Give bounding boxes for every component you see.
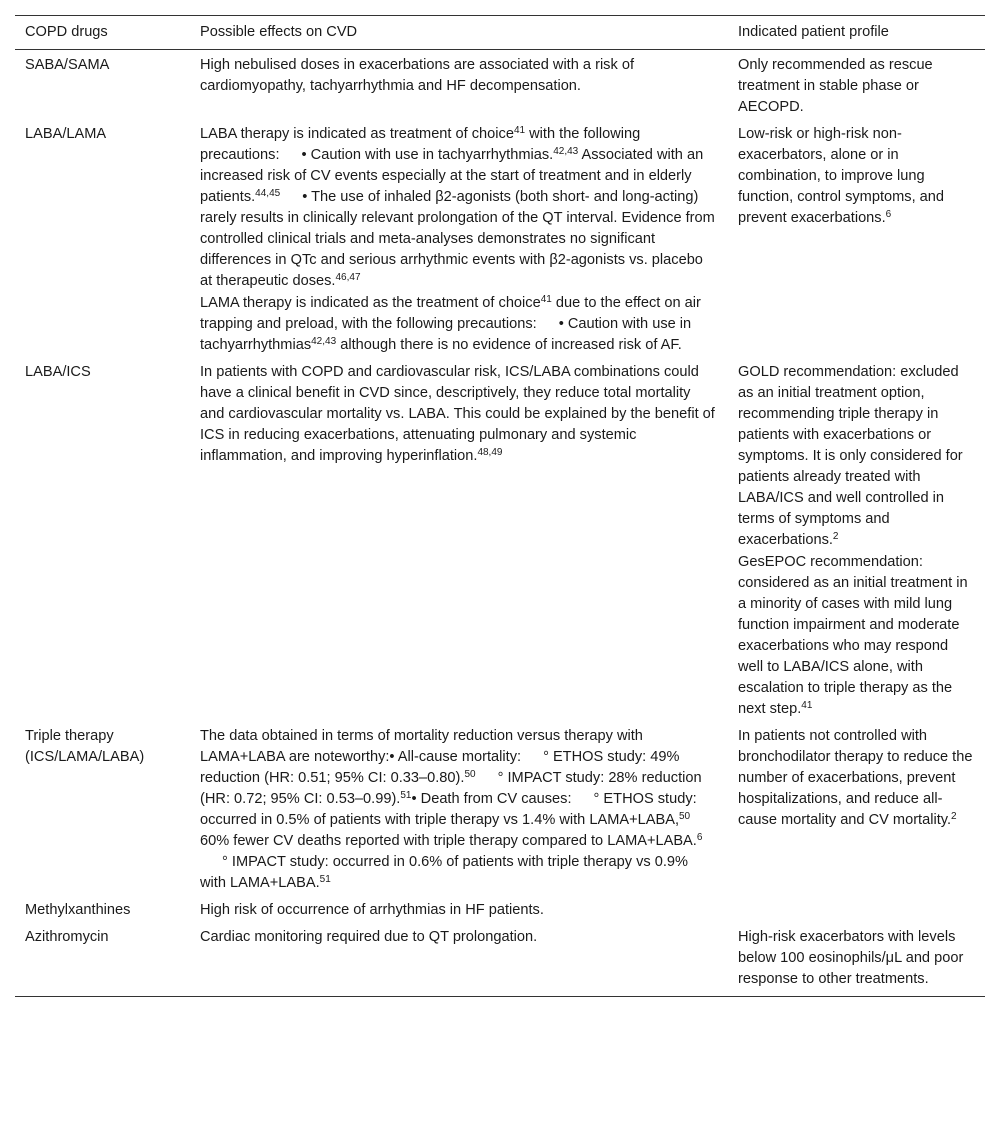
header-copd-drugs: COPD drugs	[15, 16, 190, 50]
cell-profile	[728, 359, 985, 723]
cell-paragraph: High-risk exacerbators with levels below 100 eosinophils/μL and poor response to other treatments.	[738, 929, 964, 987]
cell-profile	[728, 924, 985, 997]
cell-paragraph: The data obtained in terms of mortality reduction versus therapy with LAMA+LABA are noteworthy:• All-cause mortality: ° ETHOS study: 49% reduction (HR: 0.51; 95% CI: 0.33–0.80).$^{50}$ ° IMPACT study: 28% reduction (HR: 0.72; 95% CI: 0.53–0.99).$^{51}$• Death from CV causes: ° ETHOS study: occurred in 0.5% of patients with triple therapy vs 1.4% with LAMA+LABA,$^{50}$ 60% fewer CV deaths reported with triple therapy compared to LAMA+LABA.$^6$° IMPACT study: occurred in 0.6% of patients with triple therapy vs 0.9% with LAMA+LABA.$^{51}$	[200, 728, 703, 891]
cell-paragraph: Only recommended as rescue treatment in stable phase or AECOPD.	[738, 57, 933, 115]
cell-paragraph: GesEPOC recommendation: considered as an initial treatment in a minority of cases with mild lung function impairment and moderate exacerbations who may respond well to LABA/ICS alone, with escalation to triple therapy as the next step.$^{41}$	[738, 554, 968, 717]
cell-drug: Triple therapy (ICS/LAMA/LABA)	[25, 728, 145, 765]
cell-paragraph: LAMA therapy is indicated as the treatment of choice$^{41}$ due to the effect on air trapping and preload, with the following precautions: • Caution with use in tachyarrhythmias$^{42,43}$ although there is no evidence of increased risk of AF.	[200, 294, 701, 353]
table-container	[15, 15, 985, 997]
cell-drug: Methylxanthines	[25, 902, 131, 918]
table-row	[15, 359, 985, 723]
cell-drug: Azithromycin	[15, 924, 190, 997]
cell-profile	[728, 897, 985, 924]
cell-paragraph: In patients with COPD and cardiovascular risk, ICS/LABA combinations could have a clinical benefit in CVD since, descriptively, they reduce total mortality and cardiovascular mortality vs. LABA. This could be explained by the benefit of ICS in reducing exacerbations, attenuating pulmonary and systemic inflammation, and improving hyperinflation.$^{48,49}$	[200, 364, 715, 464]
cell-paragraph: Cardiac monitoring required due to QT prolongation.	[200, 929, 538, 945]
copd-drugs-table	[15, 15, 985, 997]
table-header-row	[15, 16, 985, 50]
table-row	[15, 723, 985, 897]
cell-profile	[728, 121, 985, 359]
table-row	[15, 121, 985, 359]
table-row	[15, 50, 985, 122]
cell-effects	[190, 897, 728, 924]
cell-paragraph: Low-risk or high-risk non-exacerbators, alone or in combination, to improve lung function, control symptoms, and prevent exacerbations.$^6$	[738, 126, 945, 226]
cell-profile	[728, 50, 985, 122]
cell-paragraph: In patients not controlled with bronchodilator therapy to reduce the number of exacerbations, prevent hospitalizations, and reduce all-cause mortality and CV mortality.$^2$	[738, 728, 973, 828]
cell-paragraph: LABA therapy is indicated as treatment of choice$^{41}$ with the following precautions: • Caution with use in tachyarrhythmias.$^{42,43}$ Associated with an increased risk of CV events especially at the start of treatment and in elderly patients.$^{44,45}$ • The use of inhaled β2-agonists (both short- and long-acting) rarely results in clinically relevant prolongation of the QT interval. Evidence from controlled clinical trials and meta-analyses demonstrates no significant differences in QTc and serious arrhythmic events with β2-agonists vs. placebo at therapeutic doses.$^{46,47}$	[200, 125, 715, 289]
cell-profile	[728, 723, 985, 897]
header-possible-effects: Possible effects on CVD	[190, 16, 728, 50]
cell-effects	[190, 723, 728, 897]
cell-drug: SABA/SAMA	[25, 57, 110, 73]
cell-paragraph: GOLD recommendation: excluded as an initial treatment option, recommending triple therapy in patients with exacerbations or symptoms. It is only considered for patients already treated with LABA/ICS and well controlled in terms of symptoms and exacerbations.$^2$	[738, 364, 963, 548]
cell-drug: LABA/ICS	[25, 364, 91, 380]
cell-paragraph: High risk of occurrence of arrhythmias in HF patients.	[200, 902, 544, 918]
table-row	[15, 924, 985, 997]
cell-effects	[190, 121, 728, 359]
cell-effects	[190, 924, 728, 997]
header-patient-profile: Indicated patient profile	[728, 16, 985, 50]
cell-effects	[190, 50, 728, 122]
cell-drug: LABA/LAMA	[25, 126, 107, 142]
cell-effects	[190, 359, 728, 723]
cell-paragraph: High nebulised doses in exacerbations are associated with a risk of cardiomyopathy, tachyarrhythmia and HF decompensation.	[200, 57, 635, 94]
table-row	[15, 897, 985, 924]
